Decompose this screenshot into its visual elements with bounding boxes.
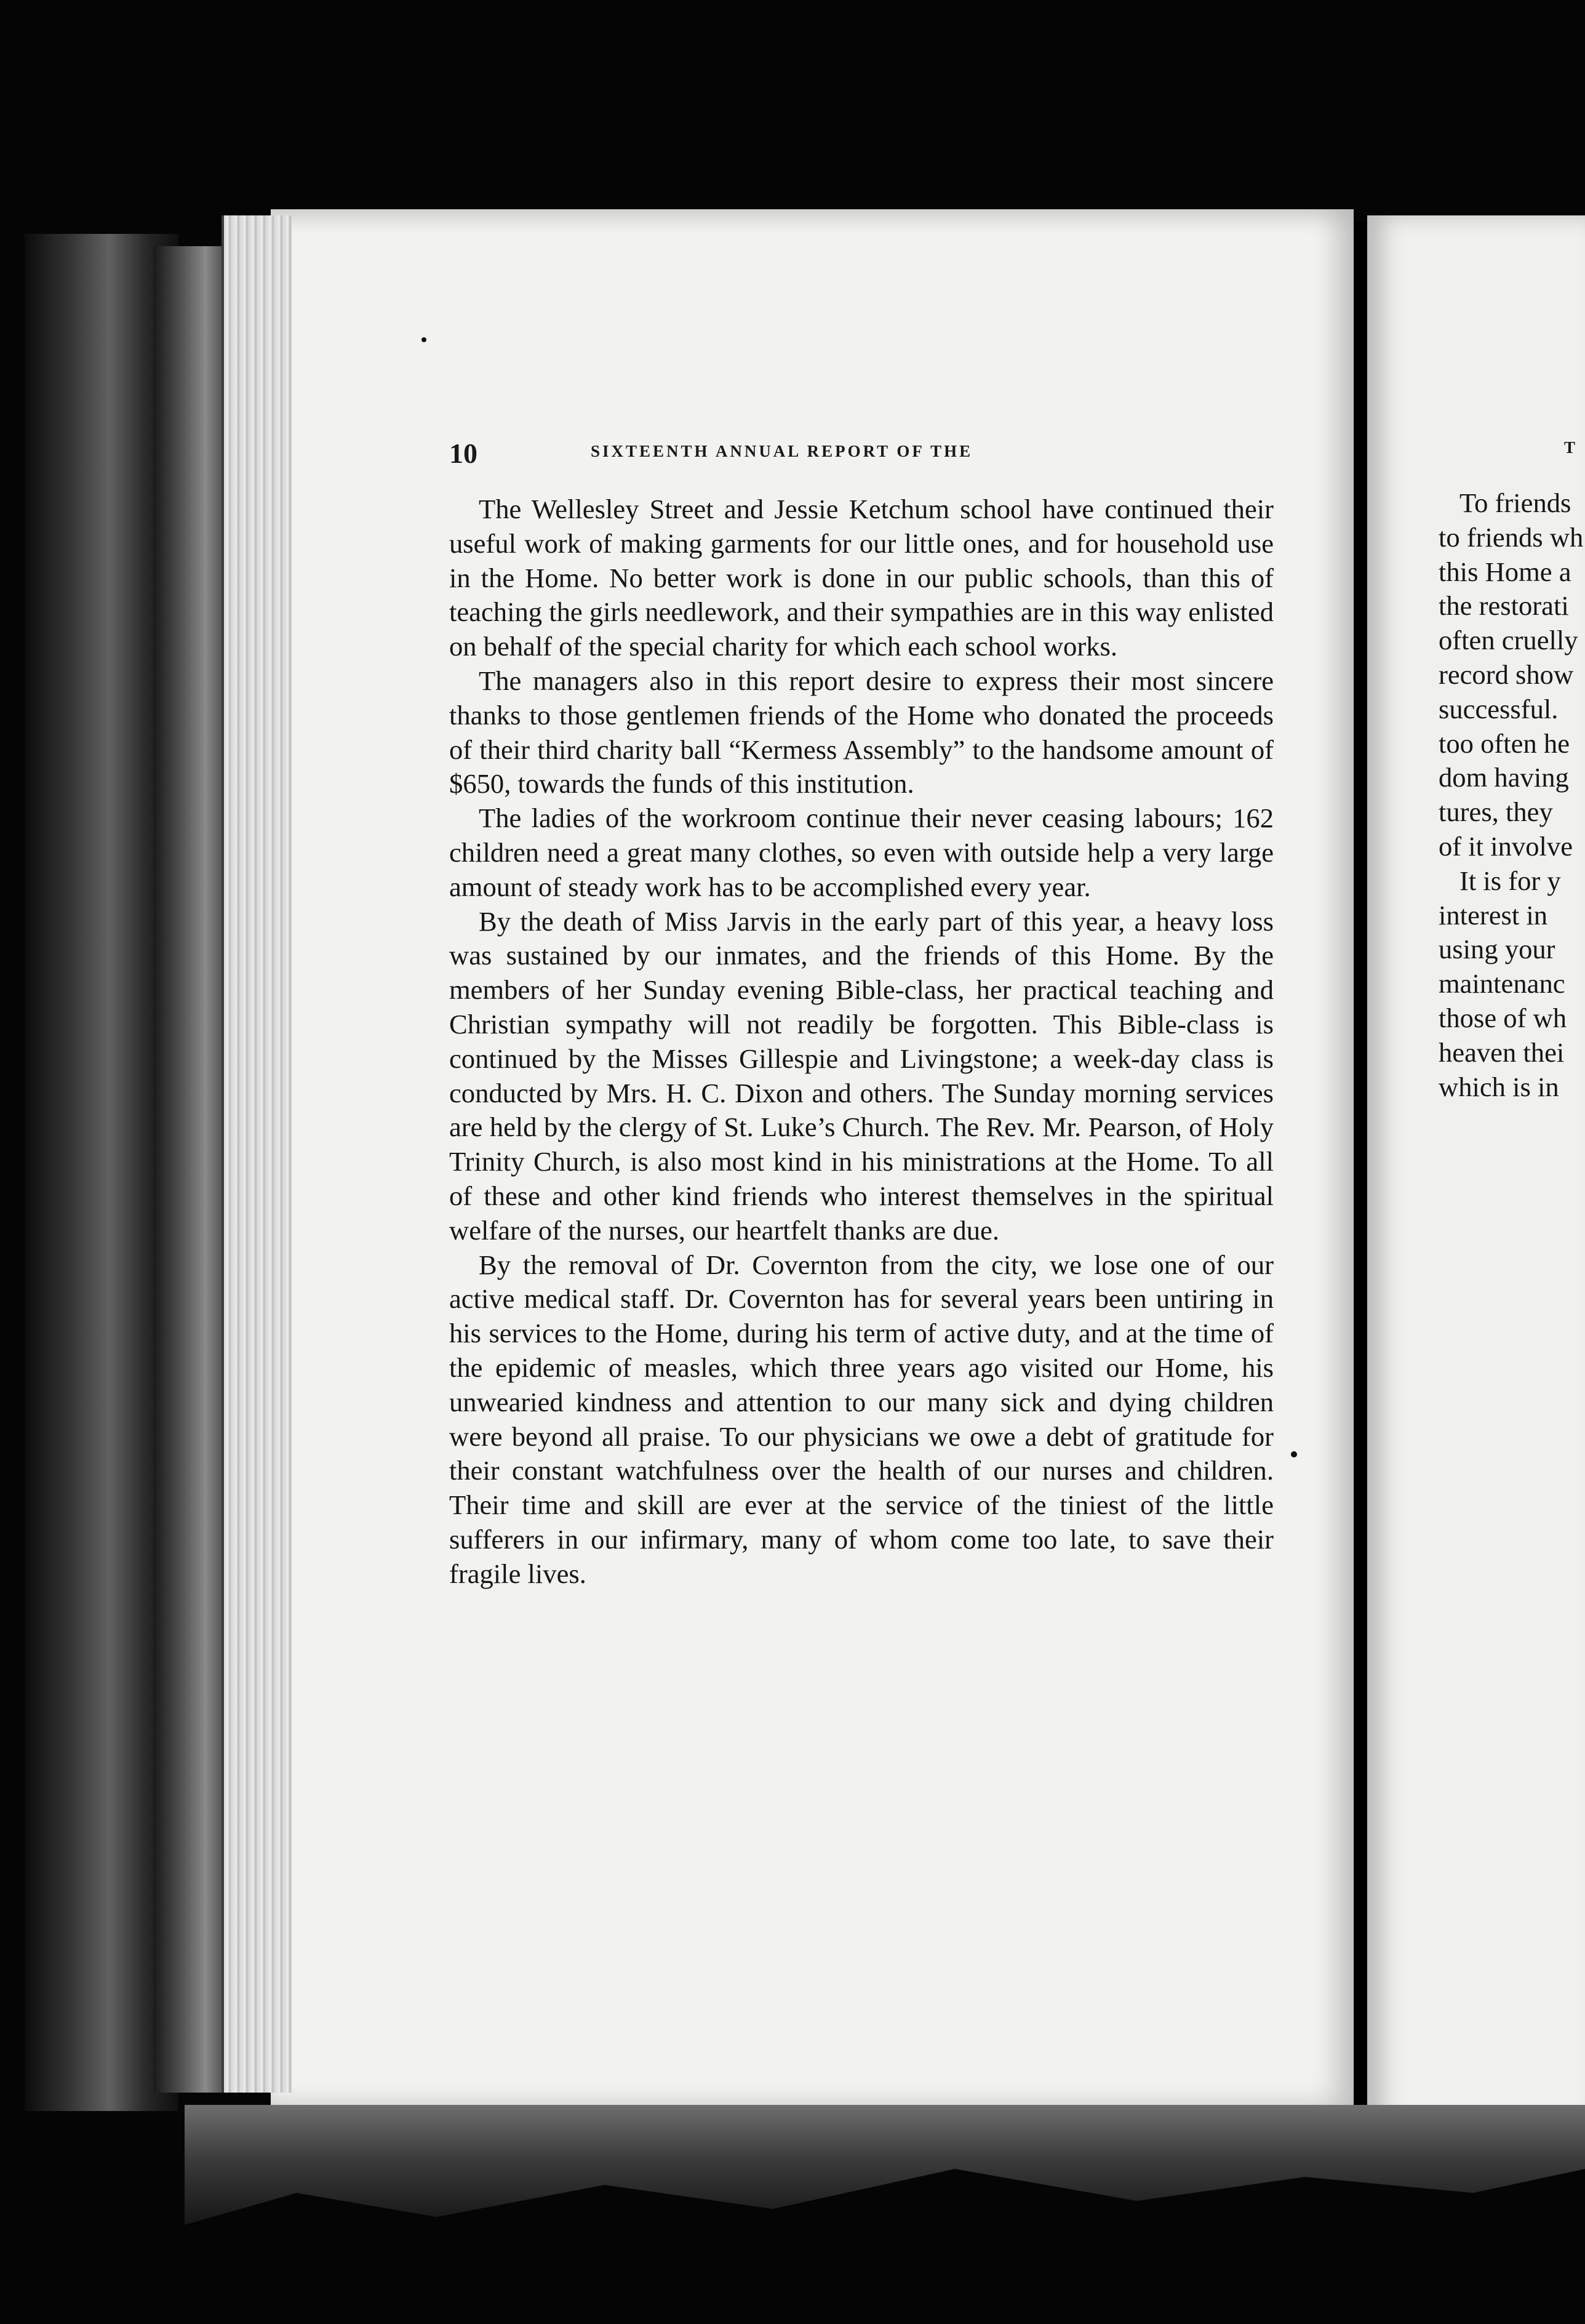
text-line: heaven thei (1439, 1036, 1565, 1068)
paragraph: The Wellesley Street and Jessie Ketchum school have continued their useful work of making garments for our little ones, and for household use in the Home. No better work is done in our public schools, than this of teaching the girls needlework, and their sympathies are in this way enlisted on behalf of the special charity for which each school works. (449, 494, 1274, 662)
text-line: maintenanc (1439, 968, 1565, 1000)
text-line: successful. (1439, 693, 1559, 724)
text-line: record show (1439, 659, 1574, 690)
text-line: It is for y (1459, 865, 1561, 896)
torn-bottom-edge (185, 2105, 1585, 2265)
text-line: using your (1439, 934, 1555, 965)
right-page-body (1439, 486, 1585, 1104)
paragraph: The ladies of the workroom continue their never ceasing labours; 162 children need a great many clothes, so even with outside help a very large amount of steady work has to be accomplished every year. (449, 803, 1274, 902)
text-line: those of wh (1439, 1002, 1567, 1033)
text-line: too often he (1439, 727, 1570, 759)
text-line: often cruelly (1439, 625, 1578, 656)
text-line: of it involve (1439, 830, 1573, 862)
text-line: to friends wh (1439, 521, 1584, 553)
left-page-body (449, 492, 1274, 1592)
text-line: tures, they (1439, 796, 1553, 828)
book-gutter (1354, 222, 1367, 2130)
page-number: 10 (449, 438, 477, 469)
right-running-head: T (1564, 438, 1576, 457)
page-stack-edge (222, 215, 292, 2093)
paragraph: By the removal of Dr. Covernton from the city, we lose one of our active medical staff. Dr. Covernton has for several years been untiring in his services to the Home, during his term of active duty, and at the time of the epidemic of measles, which three years ago visited our Home, his unwearied kindness and attention to our many sick and dying children were beyond all praise. To our physicians we owe a debt of gratitude for their constant watchfulness over the health of our nurses and children. Their time and skill are ever at the service of the tiniest of the little sufferers in our infirmary, many of whom come too late, to save their fragile lives. (449, 1249, 1274, 1589)
text-line: the restorati (1439, 590, 1569, 622)
book-cover-edge (154, 246, 228, 2093)
text-line: which is in (1439, 1071, 1559, 1102)
speck-mark (1291, 1451, 1297, 1457)
text-line: interest in (1439, 899, 1548, 931)
page-header (449, 437, 1274, 474)
text-line: this Home a (1439, 556, 1571, 587)
running-head: SIXTEENTH ANNUAL REPORT OF THE (591, 442, 973, 460)
text-line: To friends (1459, 487, 1571, 518)
paragraph: The managers also in this report desire to express their most sincere thanks to those gentlemen friends of the Home who donated the proceeds of their third charity ball “Kermess Assembly” to the handsome amount of $650, towards the funds of this institution. (449, 665, 1274, 799)
paragraph: By the death of Miss Jarvis in the early part of this year, a heavy loss was sustained by our inmates, and the friends of this Home. By the members of her Sunday evening Bible-class, her practical teaching and Christian sympathy will not readily be forgotten. This Bible-class is continued by the Misses Gillespie and Livingstone; a week-day class is conducted by Mrs. H. C. Dixon and others. The Sunday morning services are held by the clergy of St. Luke’s Church. The Rev. Mr. Pearson, of Holy Trinity Church, is also most kind in his ministrations at the Home. To all of these and other kind friends who interest themselves in the spiritual welfare of the nurses, our heartfelt thanks are due. (449, 905, 1274, 1246)
text-line: dom having (1439, 762, 1569, 793)
speck-mark (421, 337, 426, 342)
